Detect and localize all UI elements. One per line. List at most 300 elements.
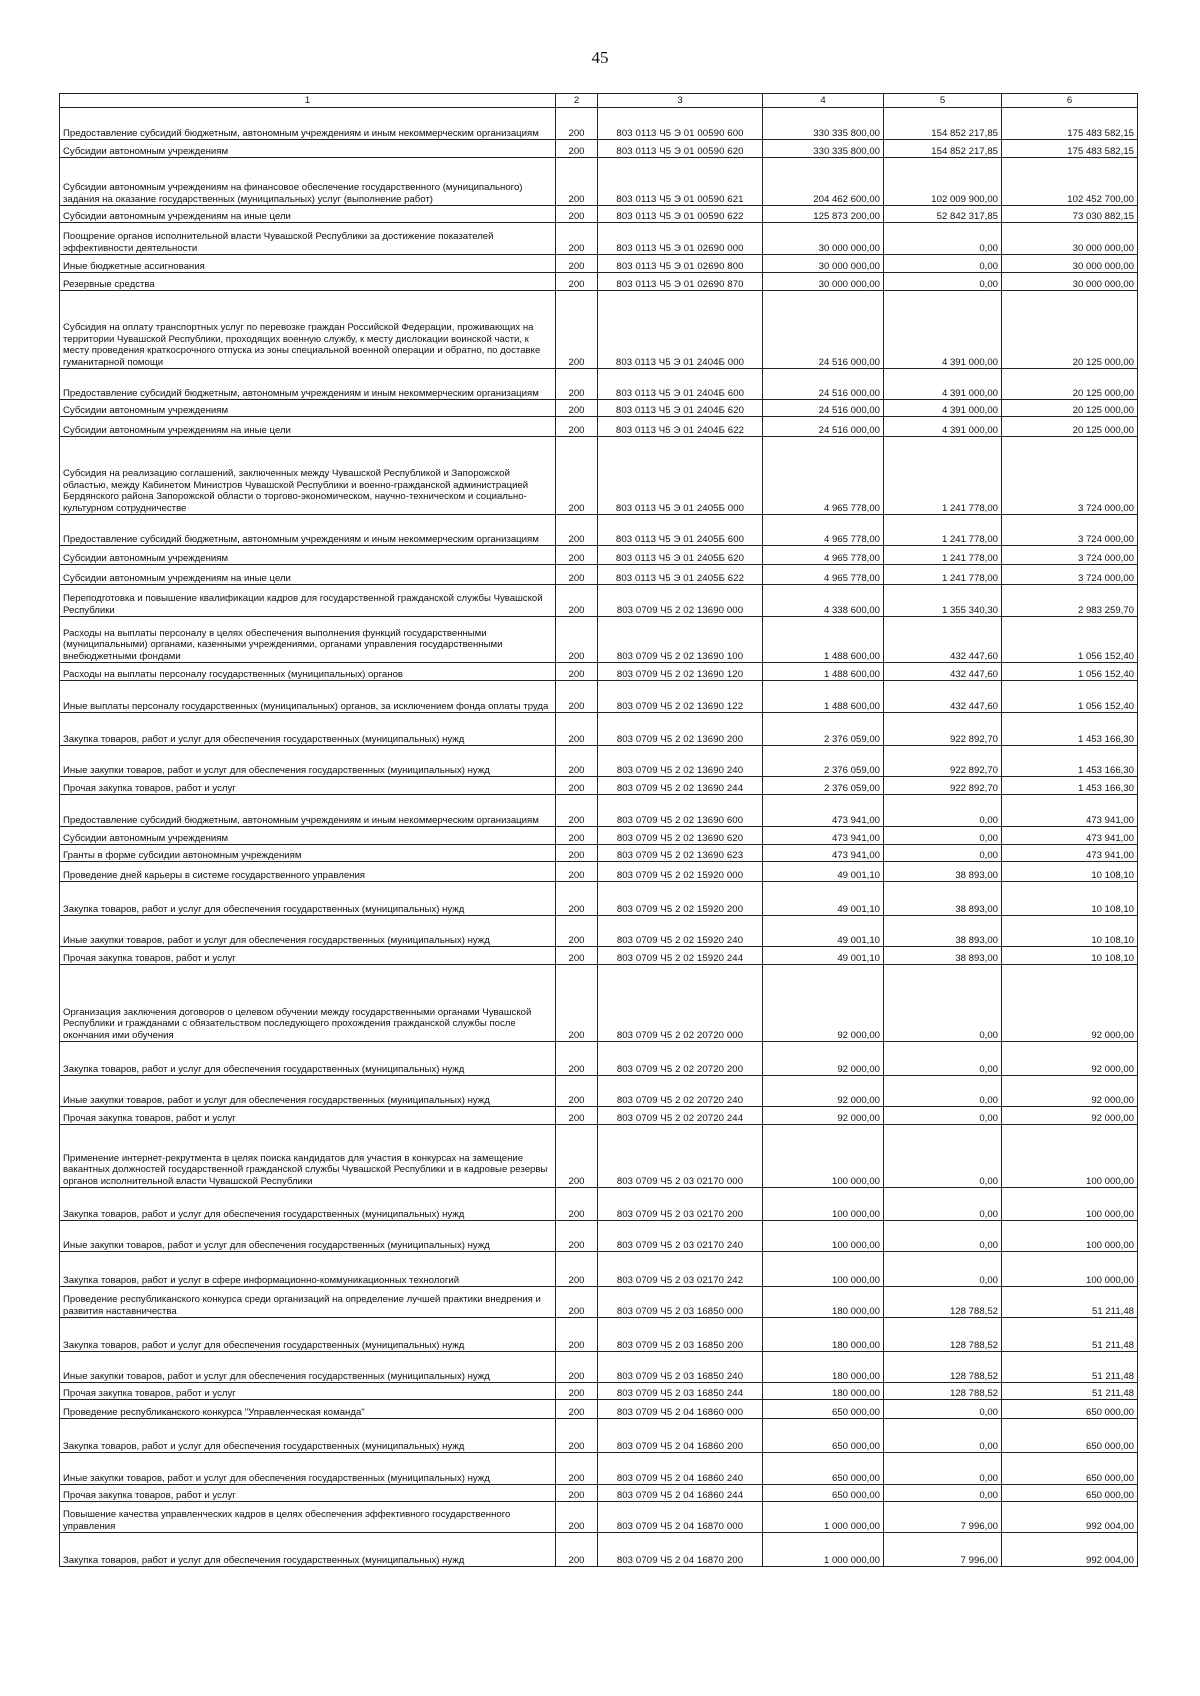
row-name: Проведение республиканского конкурса среди организаций на определение лучшей практики внедрения и развития наставничества: [60, 1287, 556, 1318]
row-admin-code: 200: [556, 663, 598, 681]
row-name: Субсидии автономным учреждениям: [60, 827, 556, 845]
row-budget-code: 803 0709 Ч5 2 04 16860 240: [598, 1453, 763, 1485]
row-amount-executed: 0,00: [884, 1453, 1002, 1485]
row-budget-code: 803 0709 Ч5 2 02 13690 244: [598, 777, 763, 795]
row-amount-remaining: 175 483 582,15: [1002, 140, 1138, 158]
row-name: Прочая закупка товаров, работ и услуг: [60, 947, 556, 965]
row-budget-code: 803 0709 Ч5 2 02 13690 200: [598, 713, 763, 746]
table-row: [60, 882, 1138, 916]
row-amount-remaining: 92 000,00: [1002, 1042, 1138, 1076]
row-admin-code: 200: [556, 965, 598, 1042]
table-row: [60, 1318, 1138, 1352]
row-amount-remaining: 650 000,00: [1002, 1400, 1138, 1419]
row-amount-executed: 922 892,70: [884, 713, 1002, 746]
row-name: Закупка товаров, работ и услуг для обеспечения государственных (муниципальных) нужд: [60, 1419, 556, 1453]
row-amount-remaining: 10 108,10: [1002, 882, 1138, 916]
table-row: [60, 795, 1138, 827]
row-budget-code: 803 0709 Ч5 2 04 16870 200: [598, 1533, 763, 1567]
row-budget-code: 803 0709 Ч5 2 02 20720 200: [598, 1042, 763, 1076]
row-amount-plan: 2 376 059,00: [763, 746, 884, 777]
row-admin-code: 200: [556, 565, 598, 585]
row-name: Иные закупки товаров, работ и услуг для обеспечения государственных (муниципальных) нужд: [60, 1076, 556, 1107]
row-amount-remaining: 102 452 700,00: [1002, 158, 1138, 206]
table-row: [60, 862, 1138, 882]
row-admin-code: 200: [556, 916, 598, 947]
row-amount-executed: 432 447,60: [884, 681, 1002, 713]
row-admin-code: 200: [556, 158, 598, 206]
row-name: Прочая закупка товаров, работ и услуг: [60, 1485, 556, 1502]
row-name: Поощрение органов исполнительной власти Чувашской Республики за достижение показателей эффективности деятельности: [60, 223, 556, 255]
row-amount-executed: 1 241 778,00: [884, 437, 1002, 515]
table-row: [60, 206, 1138, 223]
row-amount-plan: 180 000,00: [763, 1318, 884, 1352]
row-amount-remaining: 473 941,00: [1002, 795, 1138, 827]
row-amount-plan: 92 000,00: [763, 1042, 884, 1076]
row-amount-remaining: 100 000,00: [1002, 1125, 1138, 1188]
row-budget-code: 803 0709 Ч5 2 04 16860 244: [598, 1485, 763, 1502]
row-amount-remaining: 3 724 000,00: [1002, 437, 1138, 515]
column-header: 3: [598, 94, 763, 108]
row-name: Закупка товаров, работ и услуг для обеспечения государственных (муниципальных) нужд: [60, 1042, 556, 1076]
table-row: [60, 108, 1138, 140]
row-budget-code: 803 0113 Ч5 Э 01 00590 621: [598, 158, 763, 206]
row-amount-remaining: 650 000,00: [1002, 1453, 1138, 1485]
row-amount-plan: 330 335 800,00: [763, 108, 884, 140]
row-name: Предоставление субсидий бюджетным, автономным учреждениям и иным некоммерческим организациям: [60, 369, 556, 400]
row-admin-code: 200: [556, 1221, 598, 1252]
row-admin-code: 200: [556, 1188, 598, 1221]
table-row: [60, 916, 1138, 947]
row-amount-executed: 0,00: [884, 795, 1002, 827]
row-admin-code: 200: [556, 777, 598, 795]
row-budget-code: 803 0113 Ч5 Э 01 00590 620: [598, 140, 763, 158]
table-row: [60, 617, 1138, 663]
row-admin-code: 200: [556, 947, 598, 965]
row-name: Закупка товаров, работ и услуг для обеспечения государственных (муниципальных) нужд: [60, 1188, 556, 1221]
row-name: Применение интернет-рекрутмента в целях поиска кандидатов для участия в конкурсах на замещение вакантных должностей государственной гражданской службы Чувашской Республики и в кадровые резервы органов исполнительной власти Чувашской Республики: [60, 1125, 556, 1188]
row-amount-plan: 180 000,00: [763, 1287, 884, 1318]
row-amount-remaining: 473 941,00: [1002, 845, 1138, 862]
row-name: Субсидия на реализацию соглашений, заключенных между Чувашской Республикой и Запорожской областью, между Кабинетом Министров Чувашской Республики и военно-гражданской администрацией Бердянского района Запорожской области о торгово-экономическом, научно-техническом и социально-культурном сотрудничестве: [60, 437, 556, 515]
row-amount-plan: 49 001,10: [763, 882, 884, 916]
row-admin-code: 200: [556, 1383, 598, 1400]
row-amount-plan: 49 001,10: [763, 862, 884, 882]
table-row: [60, 845, 1138, 862]
row-name: Проведение республиканского конкурса "Управленческая команда": [60, 1400, 556, 1419]
row-amount-plan: 4 965 778,00: [763, 546, 884, 565]
table-row: [60, 1383, 1138, 1400]
row-admin-code: 200: [556, 746, 598, 777]
row-name: Прочая закупка товаров, работ и услуг: [60, 1107, 556, 1125]
row-amount-remaining: 30 000 000,00: [1002, 255, 1138, 273]
row-budget-code: 803 0113 Ч5 Э 01 02690 000: [598, 223, 763, 255]
row-amount-remaining: 92 000,00: [1002, 1107, 1138, 1125]
row-amount-plan: 4 965 778,00: [763, 565, 884, 585]
row-amount-plan: 180 000,00: [763, 1383, 884, 1400]
row-amount-remaining: 51 211,48: [1002, 1352, 1138, 1383]
table-row: [60, 1419, 1138, 1453]
row-budget-code: 803 0709 Ч5 2 03 16850 240: [598, 1352, 763, 1383]
row-admin-code: 200: [556, 827, 598, 845]
row-name: Иные закупки товаров, работ и услуг для обеспечения государственных (муниципальных) нужд: [60, 1453, 556, 1485]
row-amount-remaining: 3 724 000,00: [1002, 546, 1138, 565]
row-amount-remaining: 20 125 000,00: [1002, 369, 1138, 400]
table-row: [60, 1400, 1138, 1419]
row-budget-code: 803 0709 Ч5 2 04 16870 000: [598, 1502, 763, 1533]
row-budget-code: 803 0709 Ч5 2 02 20720 240: [598, 1076, 763, 1107]
row-amount-remaining: 20 125 000,00: [1002, 291, 1138, 369]
row-amount-remaining: 992 004,00: [1002, 1502, 1138, 1533]
row-amount-plan: 473 941,00: [763, 795, 884, 827]
row-amount-remaining: 1 056 152,40: [1002, 617, 1138, 663]
row-amount-plan: 100 000,00: [763, 1252, 884, 1287]
row-amount-remaining: 10 108,10: [1002, 947, 1138, 965]
row-name: Субсидии автономным учреждениям: [60, 546, 556, 565]
table-row: [60, 1533, 1138, 1567]
row-amount-executed: 38 893,00: [884, 916, 1002, 947]
row-amount-remaining: 10 108,10: [1002, 916, 1138, 947]
row-amount-executed: 102 009 900,00: [884, 158, 1002, 206]
row-amount-plan: 100 000,00: [763, 1221, 884, 1252]
row-amount-executed: 0,00: [884, 273, 1002, 291]
row-amount-remaining: 30 000 000,00: [1002, 223, 1138, 255]
row-amount-remaining: 92 000,00: [1002, 1076, 1138, 1107]
row-admin-code: 200: [556, 713, 598, 746]
row-admin-code: 200: [556, 417, 598, 437]
row-amount-remaining: 30 000 000,00: [1002, 273, 1138, 291]
row-name: Предоставление субсидий бюджетным, автономным учреждениям и иным некоммерческим организациям: [60, 515, 556, 546]
row-amount-plan: 92 000,00: [763, 1107, 884, 1125]
row-name: Субсидии автономным учреждениям: [60, 140, 556, 158]
table-row: [60, 777, 1138, 795]
row-budget-code: 803 0113 Ч5 Э 01 2404Б 620: [598, 400, 763, 417]
row-amount-remaining: 20 125 000,00: [1002, 400, 1138, 417]
row-budget-code: 803 0709 Ч5 2 03 16850 244: [598, 1383, 763, 1400]
row-admin-code: 200: [556, 1400, 598, 1419]
row-admin-code: 200: [556, 882, 598, 916]
row-amount-remaining: 10 108,10: [1002, 862, 1138, 882]
row-budget-code: 803 0709 Ч5 2 02 20720 244: [598, 1107, 763, 1125]
table-row: [60, 947, 1138, 965]
row-name: Иные закупки товаров, работ и услуг для обеспечения государственных (муниципальных) нужд: [60, 746, 556, 777]
row-budget-code: 803 0113 Ч5 Э 01 2405Б 000: [598, 437, 763, 515]
row-amount-executed: 1 355 340,30: [884, 585, 1002, 617]
row-amount-executed: 1 241 778,00: [884, 565, 1002, 585]
row-amount-plan: 650 000,00: [763, 1453, 884, 1485]
row-budget-code: 803 0709 Ч5 2 03 02170 200: [598, 1188, 763, 1221]
row-amount-plan: 650 000,00: [763, 1419, 884, 1453]
row-amount-plan: 4 965 778,00: [763, 515, 884, 546]
row-admin-code: 200: [556, 1252, 598, 1287]
row-amount-executed: 432 447,60: [884, 663, 1002, 681]
row-amount-remaining: 51 211,48: [1002, 1318, 1138, 1352]
row-amount-executed: 922 892,70: [884, 746, 1002, 777]
row-amount-executed: 4 391 000,00: [884, 417, 1002, 437]
row-name: Прочая закупка товаров, работ и услуг: [60, 777, 556, 795]
row-amount-executed: 0,00: [884, 845, 1002, 862]
row-amount-remaining: 1 453 166,30: [1002, 777, 1138, 795]
table-row: [60, 158, 1138, 206]
row-budget-code: 803 0709 Ч5 2 02 15920 000: [598, 862, 763, 882]
row-amount-remaining: 51 211,48: [1002, 1287, 1138, 1318]
table-row: [60, 369, 1138, 400]
row-budget-code: 803 0709 Ч5 2 02 13690 120: [598, 663, 763, 681]
row-admin-code: 200: [556, 617, 598, 663]
row-amount-plan: 1 000 000,00: [763, 1502, 884, 1533]
row-amount-executed: 922 892,70: [884, 777, 1002, 795]
row-admin-code: 200: [556, 515, 598, 546]
row-amount-executed: 4 391 000,00: [884, 291, 1002, 369]
row-amount-executed: 0,00: [884, 255, 1002, 273]
row-budget-code: 803 0709 Ч5 2 04 16860 200: [598, 1419, 763, 1453]
row-amount-remaining: 1 056 152,40: [1002, 663, 1138, 681]
row-amount-executed: 0,00: [884, 1252, 1002, 1287]
table-row: [60, 223, 1138, 255]
table-row: [60, 663, 1138, 681]
table-header-row: [60, 94, 1138, 108]
row-amount-plan: 125 873 200,00: [763, 206, 884, 223]
row-admin-code: 200: [556, 1318, 598, 1352]
row-name: Закупка товаров, работ и услуг для обеспечения государственных (муниципальных) нужд: [60, 1533, 556, 1567]
row-amount-remaining: 473 941,00: [1002, 827, 1138, 845]
table-row: [60, 1076, 1138, 1107]
row-amount-plan: 24 516 000,00: [763, 291, 884, 369]
row-amount-executed: 7 996,00: [884, 1533, 1002, 1567]
row-amount-plan: 1 488 600,00: [763, 681, 884, 713]
row-budget-code: 803 0709 Ч5 2 04 16860 000: [598, 1400, 763, 1419]
row-amount-executed: 38 893,00: [884, 947, 1002, 965]
row-budget-code: 803 0709 Ч5 2 02 13690 623: [598, 845, 763, 862]
row-amount-executed: 0,00: [884, 1125, 1002, 1188]
row-admin-code: 200: [556, 795, 598, 827]
row-admin-code: 200: [556, 1042, 598, 1076]
row-admin-code: 200: [556, 1502, 598, 1533]
row-budget-code: 803 0113 Ч5 Э 01 2404Б 600: [598, 369, 763, 400]
row-name: Субсидии автономным учреждениям: [60, 400, 556, 417]
row-budget-code: 803 0709 Ч5 2 03 02170 242: [598, 1252, 763, 1287]
row-budget-code: 803 0709 Ч5 2 02 13690 000: [598, 585, 763, 617]
row-name: Организация заключения договоров о целевом обучении между государственными органами Чувашской Республики и гражданами с обязательством последующего прохождения гражданской службы после окончания ими обучения: [60, 965, 556, 1042]
table-row: [60, 827, 1138, 845]
row-name: Закупка товаров, работ и услуг для обеспечения государственных (муниципальных) нужд: [60, 1318, 556, 1352]
table-row: [60, 1107, 1138, 1125]
row-admin-code: 200: [556, 862, 598, 882]
row-name: Закупка товаров, работ и услуг для обеспечения государственных (муниципальных) нужд: [60, 713, 556, 746]
column-header: 1: [60, 94, 556, 108]
row-amount-executed: 0,00: [884, 1485, 1002, 1502]
table-row: [60, 273, 1138, 291]
row-name: Иные выплаты персоналу государственных (муниципальных) органов, за исключением фонда оплаты труда: [60, 681, 556, 713]
row-amount-remaining: 175 483 582,15: [1002, 108, 1138, 140]
row-name: Проведение дней карьеры в системе государственного управления: [60, 862, 556, 882]
row-admin-code: 200: [556, 1076, 598, 1107]
table-row: [60, 1252, 1138, 1287]
row-amount-plan: 650 000,00: [763, 1485, 884, 1502]
row-amount-executed: 128 788,52: [884, 1287, 1002, 1318]
row-amount-plan: 1 488 600,00: [763, 617, 884, 663]
row-amount-executed: 0,00: [884, 1419, 1002, 1453]
row-name: Субсидии автономным учреждениям на финансовое обеспечение государственного (муниципального) задания на оказание государственных (муниципальных) услуг (выполнение работ): [60, 158, 556, 206]
row-admin-code: 200: [556, 1125, 598, 1188]
row-amount-executed: 0,00: [884, 1042, 1002, 1076]
row-amount-remaining: 1 453 166,30: [1002, 746, 1138, 777]
row-admin-code: 200: [556, 1533, 598, 1567]
row-amount-remaining: 73 030 882,15: [1002, 206, 1138, 223]
row-amount-plan: 204 462 600,00: [763, 158, 884, 206]
table-row: [60, 713, 1138, 746]
table-row: [60, 1221, 1138, 1252]
row-amount-plan: 473 941,00: [763, 827, 884, 845]
row-budget-code: 803 0709 Ч5 2 02 13690 620: [598, 827, 763, 845]
row-amount-remaining: 20 125 000,00: [1002, 417, 1138, 437]
row-budget-code: 803 0709 Ч5 2 02 15920 240: [598, 916, 763, 947]
row-amount-plan: 473 941,00: [763, 845, 884, 862]
row-admin-code: 200: [556, 223, 598, 255]
row-name: Гранты в форме субсидии автономным учреждениям: [60, 845, 556, 862]
row-budget-code: 803 0113 Ч5 Э 01 2404Б 622: [598, 417, 763, 437]
row-amount-remaining: 100 000,00: [1002, 1252, 1138, 1287]
row-amount-plan: 1 488 600,00: [763, 663, 884, 681]
table-row: [60, 1502, 1138, 1533]
row-name: Закупка товаров, работ и услуг в сфере информационно-коммуникационных технологий: [60, 1252, 556, 1287]
row-admin-code: 200: [556, 108, 598, 140]
row-admin-code: 200: [556, 1352, 598, 1383]
row-amount-executed: 0,00: [884, 1188, 1002, 1221]
page-number: 45: [591, 48, 609, 67]
row-name: Предоставление субсидий бюджетным, автономным учреждениям и иным некоммерческим организациям: [60, 108, 556, 140]
row-amount-remaining: 2 983 259,70: [1002, 585, 1138, 617]
row-amount-executed: 0,00: [884, 1221, 1002, 1252]
row-amount-executed: 0,00: [884, 827, 1002, 845]
row-amount-executed: 432 447,60: [884, 617, 1002, 663]
table-row: [60, 255, 1138, 273]
row-amount-executed: 4 391 000,00: [884, 400, 1002, 417]
table-row: [60, 965, 1138, 1042]
row-budget-code: 803 0113 Ч5 Э 01 2405Б 600: [598, 515, 763, 546]
row-budget-code: 803 0709 Ч5 2 02 20720 000: [598, 965, 763, 1042]
table-body: [60, 108, 1138, 1567]
row-name: Иные закупки товаров, работ и услуг для обеспечения государственных (муниципальных) нужд: [60, 1352, 556, 1383]
table-row: [60, 515, 1138, 546]
row-name: Резервные средства: [60, 273, 556, 291]
row-amount-executed: 128 788,52: [884, 1383, 1002, 1400]
table-row: [60, 437, 1138, 515]
row-admin-code: 200: [556, 255, 598, 273]
row-name: Субсидии автономным учреждениям на иные цели: [60, 206, 556, 223]
row-admin-code: 200: [556, 291, 598, 369]
row-budget-code: 803 0709 Ч5 2 02 15920 200: [598, 882, 763, 916]
table-row: [60, 585, 1138, 617]
budget-table: [59, 93, 1138, 1567]
row-admin-code: 200: [556, 140, 598, 158]
row-amount-executed: 0,00: [884, 1107, 1002, 1125]
table-row: [60, 1352, 1138, 1383]
row-amount-executed: 1 241 778,00: [884, 546, 1002, 565]
row-amount-plan: 100 000,00: [763, 1125, 884, 1188]
row-amount-plan: 650 000,00: [763, 1400, 884, 1419]
row-name: Субсидии автономным учреждениям на иные цели: [60, 565, 556, 585]
row-amount-remaining: 650 000,00: [1002, 1419, 1138, 1453]
row-name: Повышение качества управленческих кадров в целях обеспечения эффективного государственного управления: [60, 1502, 556, 1533]
table-row: [60, 1042, 1138, 1076]
row-amount-plan: 2 376 059,00: [763, 713, 884, 746]
row-amount-plan: 30 000 000,00: [763, 223, 884, 255]
row-amount-executed: 52 842 317,85: [884, 206, 1002, 223]
row-amount-executed: 154 852 217,85: [884, 140, 1002, 158]
row-budget-code: 803 0709 Ч5 2 02 15920 244: [598, 947, 763, 965]
row-amount-plan: 24 516 000,00: [763, 400, 884, 417]
table-row: [60, 400, 1138, 417]
row-amount-plan: 24 516 000,00: [763, 417, 884, 437]
row-amount-plan: 1 000 000,00: [763, 1533, 884, 1567]
row-amount-executed: 1 241 778,00: [884, 515, 1002, 546]
row-amount-plan: 49 001,10: [763, 916, 884, 947]
row-budget-code: 803 0113 Ч5 Э 01 00590 622: [598, 206, 763, 223]
row-admin-code: 200: [556, 1453, 598, 1485]
row-admin-code: 200: [556, 585, 598, 617]
row-amount-remaining: 3 724 000,00: [1002, 565, 1138, 585]
row-amount-executed: 38 893,00: [884, 862, 1002, 882]
row-amount-plan: 180 000,00: [763, 1352, 884, 1383]
row-amount-plan: 30 000 000,00: [763, 255, 884, 273]
row-amount-executed: 7 996,00: [884, 1502, 1002, 1533]
row-budget-code: 803 0709 Ч5 2 03 02170 240: [598, 1221, 763, 1252]
row-budget-code: 803 0113 Ч5 Э 01 2404Б 000: [598, 291, 763, 369]
row-budget-code: 803 0709 Ч5 2 02 13690 600: [598, 795, 763, 827]
row-budget-code: 803 0113 Ч5 Э 01 2405Б 622: [598, 565, 763, 585]
row-amount-plan: 24 516 000,00: [763, 369, 884, 400]
row-budget-code: 803 0709 Ч5 2 02 13690 122: [598, 681, 763, 713]
table-row: [60, 417, 1138, 437]
table-row: [60, 291, 1138, 369]
row-amount-plan: 4 965 778,00: [763, 437, 884, 515]
row-budget-code: 803 0113 Ч5 Э 01 2405Б 620: [598, 546, 763, 565]
row-budget-code: 803 0113 Ч5 Э 01 00590 600: [598, 108, 763, 140]
table-row: [60, 565, 1138, 585]
table-row: [60, 140, 1138, 158]
row-budget-code: 803 0113 Ч5 Э 01 02690 870: [598, 273, 763, 291]
row-amount-plan: 92 000,00: [763, 1076, 884, 1107]
table-row: [60, 1287, 1138, 1318]
row-name: Предоставление субсидий бюджетным, автономным учреждениям и иным некоммерческим организациям: [60, 795, 556, 827]
row-admin-code: 200: [556, 546, 598, 565]
row-amount-executed: 128 788,52: [884, 1318, 1002, 1352]
row-admin-code: 200: [556, 206, 598, 223]
row-admin-code: 200: [556, 437, 598, 515]
row-amount-remaining: 992 004,00: [1002, 1533, 1138, 1567]
row-amount-remaining: 92 000,00: [1002, 965, 1138, 1042]
table-row: [60, 1453, 1138, 1485]
row-amount-plan: 4 338 600,00: [763, 585, 884, 617]
row-admin-code: 200: [556, 1419, 598, 1453]
row-admin-code: 200: [556, 1287, 598, 1318]
row-amount-remaining: 1 453 166,30: [1002, 713, 1138, 746]
row-amount-plan: 30 000 000,00: [763, 273, 884, 291]
row-admin-code: 200: [556, 273, 598, 291]
row-amount-remaining: 100 000,00: [1002, 1221, 1138, 1252]
row-admin-code: 200: [556, 681, 598, 713]
row-amount-executed: 38 893,00: [884, 882, 1002, 916]
table-row: [60, 746, 1138, 777]
column-header: 2: [556, 94, 598, 108]
row-budget-code: 803 0709 Ч5 2 03 02170 000: [598, 1125, 763, 1188]
row-budget-code: 803 0113 Ч5 Э 01 02690 800: [598, 255, 763, 273]
table-row: [60, 681, 1138, 713]
row-amount-remaining: 1 056 152,40: [1002, 681, 1138, 713]
row-name: Расходы на выплаты персоналу в целях обеспечения выполнения функций государственными (муниципальными) органами, казенными учреждениями, органами управления государственными внебюджетными фондами: [60, 617, 556, 663]
row-name: Закупка товаров, работ и услуг для обеспечения государственных (муниципальных) нужд: [60, 882, 556, 916]
row-amount-remaining: 3 724 000,00: [1002, 515, 1138, 546]
